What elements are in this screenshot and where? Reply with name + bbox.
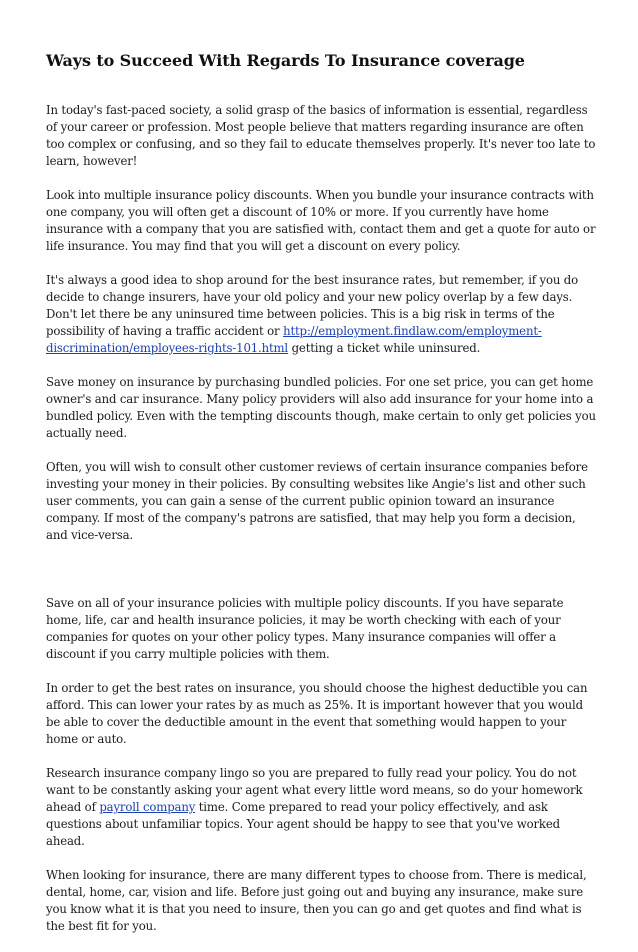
paragraph-bundled-policies: Save money on insurance by purchasing bundled policies. For one set price, you can get home owner's and car insurance. Many policy providers will also add insurance for your home into a bundled policy. Even with the tempting discounts though, make certain to only get policies you actually need.: [46, 375, 596, 440]
paragraph-multiple-discounts: Save on all of your insurance policies with multiple policy discounts. If you have separate home, life, car and health insurance policies, it may be worth checking with each of your companies for quotes on your other policy types. Many insurance companies will offer a discount if you carry multiple policies with them.: [46, 596, 564, 661]
paragraph-lingo: [46, 765, 598, 850]
paragraph-shop-around: [46, 272, 598, 357]
paragraph-text-before-link: It's always a good idea to shop around for the best insurance rates, but remember, if you do decide to change insurers, have your old policy and your new policy overlap by a few days. Don't let there be any uninsured time between policies. This is a big risk in terms of the possibility of having a traffic accident or: [46, 273, 579, 338]
paragraph-text-after-link: time. Come prepared to read your policy effectively, and ask questions about unfamiliar topics. Your agent should be happy to see that you've worked ahead.: [46, 800, 560, 848]
paragraph-text-after-link: getting a ticket while uninsured.: [288, 341, 481, 355]
paragraph-intro: In today's fast-paced society, a solid grasp of the basics of information is essential, regardless of your career or profession. Most people believe that matters regarding insurance are often too complex or confusing, and so they fail to educate themselves properly. It's never too late to learn, however!: [46, 103, 596, 168]
paragraph-customer-reviews: Often, you will wish to consult other customer reviews of certain insurance companies before investing your money in their policies. By consulting websites like Angie's list and other such user comments, you can gain a sense of the current public opinion toward an insurance company. If most of the company's patrons are satisfied, that may help you form a decision, and vice-versa.: [46, 460, 588, 542]
document-page: [46, 50, 598, 952]
document-title: Ways to Succeed With Regards To Insurance coverage: [46, 51, 525, 70]
findlaw-link[interactable]: http://employment.findlaw.com/employment-discrimination/employees-rights-101.html: [46, 324, 542, 355]
paragraph-deductible: In order to get the best rates on insurance, you should choose the highest deductible you can afford. This can lower your rates by as much as 25%. It is important however that you would be able to cover the deductible amount in the event that something would happen to your home or auto.: [46, 681, 588, 746]
paragraph-discounts: Look into multiple insurance policy discounts. When you bundle your insurance contracts with one company, you will often get a discount of 10% or more. If you currently have home insurance with a company that you are satisfied with, contact them and get a quote for auto or life insurance. You may find that you will get a discount on every policy.: [46, 188, 596, 253]
paragraph-text-before-link: Research insurance company lingo so you are prepared to fully read your policy. You do not want to be constantly asking your agent what every little word means, so do your homework ahead of: [46, 766, 583, 814]
paragraph-insurance-types: When looking for insurance, there are many different types to choose from. There is medical, dental, home, car, vision and life. Before just going out and buying any insurance, make sure you know what it is that you need to insure, then you can go and get quotes and find what is the best fit for you.: [46, 868, 587, 933]
payroll-company-link[interactable]: payroll company: [99, 800, 196, 814]
